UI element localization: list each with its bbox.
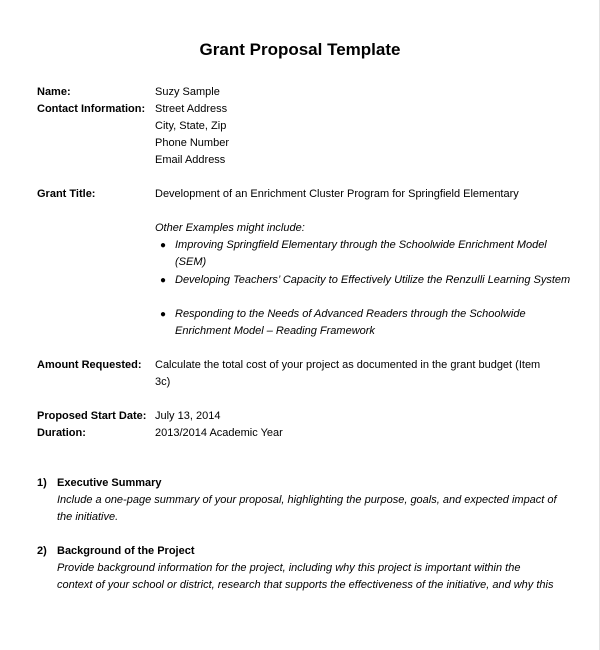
contact-street: Street Address	[155, 103, 228, 115]
example-item: Developing Teachers’ Capacity to Effectively Utilize the Renzulli Learning System	[175, 274, 571, 286]
amount-label: Amount Requested:	[37, 359, 142, 371]
section-title-background: Background of the Project	[57, 545, 195, 557]
contact-phone: Phone Number	[155, 137, 229, 149]
start-date-label: Proposed Start Date:	[37, 410, 147, 422]
duration-label: Duration:	[37, 427, 86, 439]
contact-label: Contact Information:	[37, 103, 146, 115]
duration-value: 2013/2014 Academic Year	[155, 427, 283, 439]
section-body-background: Provide background information for the project, including why this project is important within the context of your school or district, research that supports the effectiveness of the initiative, and why this	[57, 562, 554, 591]
section-number: 2)	[37, 545, 47, 557]
name-value: Suzy Sample	[155, 86, 220, 98]
example-item: Improving Springfield Elementary through the Schoolwide Enrichment Model (SEM)	[175, 239, 547, 268]
contact-email: Email Address	[155, 154, 226, 166]
section-number: 1)	[37, 477, 47, 489]
grant-title-label: Grant Title:	[37, 188, 96, 200]
examples-intro: Other Examples might include:	[155, 222, 305, 234]
amount-value: Calculate the total cost of your project as documented in the grant budget (Item 3c)	[155, 359, 541, 388]
grant-title-value: Development of an Enrichment Cluster Program for Springfield Elementary	[155, 188, 519, 200]
name-label: Name:	[37, 86, 71, 98]
document-title: Grant Proposal Template	[199, 40, 401, 59]
bullet-icon: ●	[160, 240, 167, 251]
bullet-icon: ●	[160, 275, 167, 286]
start-date-value: July 13, 2014	[155, 410, 221, 422]
section-body-executive-summary: Include a one-page summary of your proposal, highlighting the purpose, goals, and expected impact of the initiative.	[57, 494, 557, 523]
section-title-executive-summary: Executive Summary	[57, 477, 162, 489]
contact-city: City, State, Zip	[155, 120, 227, 132]
example-item: Responding to the Needs of Advanced Readers through the Schoolwide Enrichment Model – Reading Framework	[175, 308, 526, 337]
bullet-icon: ●	[160, 309, 167, 320]
